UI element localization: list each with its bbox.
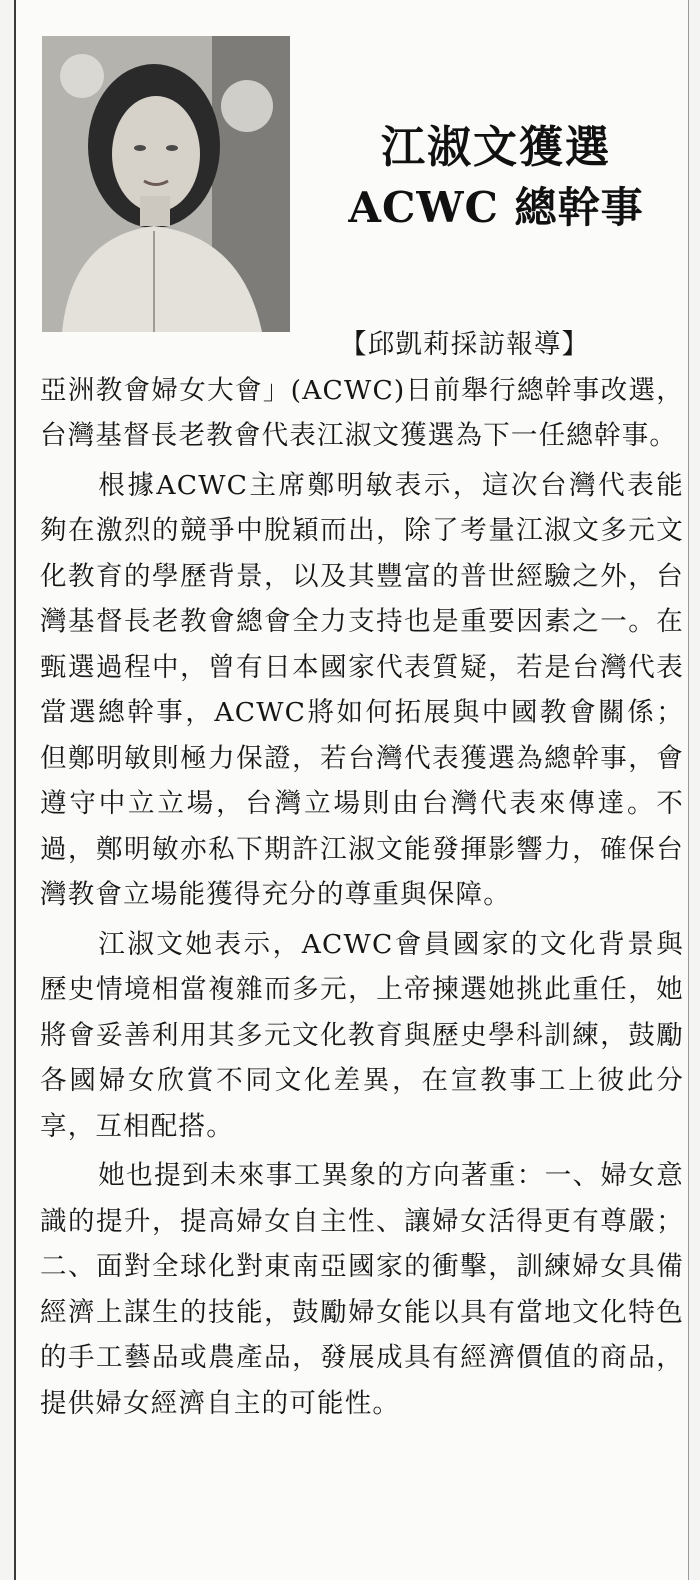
byline: 【邱凱莉採訪報導】 bbox=[340, 329, 590, 360]
headline-line-1: 江淑文獲選 bbox=[381, 122, 611, 173]
paragraph-1 bbox=[40, 322, 684, 459]
paragraph-4: 她也提到未來事工異象的方向著重：一、婦女意識的提升，提高婦女自主性、讓婦女活得更有尊嚴；二、面對全球化對東南亞國家的衝擊，訓練婦女具備經濟上謀生的技能，鼓勵婦女能以具有當地文化特色的手工藝品或農產品，發展成具有經濟價值的商品，提供婦女經濟自主的可能性。 bbox=[40, 1160, 684, 1419]
paragraph-3: 江淑文她表示，ACWC會員國家的文化背景與歷史情境相當複雜而多元，上帝揀選她挑此重任，她將會妥善利用其多元文化教育與歷史學科訓練，鼓勵各國婦女欣賞不同文化差異，在宣教事工上彼此分享，互相配搭。 bbox=[40, 928, 684, 1142]
portrait-image bbox=[42, 36, 290, 332]
headline-line-2: ACWC 總幹事 bbox=[348, 183, 644, 232]
newspaper-clipping bbox=[14, 0, 689, 1580]
portrait-photo bbox=[42, 36, 290, 332]
headline bbox=[316, 118, 676, 238]
article-body bbox=[40, 322, 684, 1430]
paragraph-1-text: 亞洲教會婦女大會」(ACWC)日前舉行總幹事改選，台灣基督長老教會代表江淑文獲選為下一任總幹事。 bbox=[40, 374, 684, 451]
paragraph-2: 根據ACWC主席鄭明敏表示，這次台灣代表能夠在激烈的競爭中脫穎而出，除了考量江淑文多元文化教育的學歷背景，以及其豐富的普世經驗之外，台灣基督長老教會總會全力支持也是重要因素之一。在甄選過程中，曾有日本國家代表質疑，若是台灣代表當選總幹事，ACWC將如何拓展與中國教會關係；但鄭明敏則極力保證，若台灣代表獲選為總幹事，會遵守中立立場，台灣立場則由台灣代表來傳達。不過，鄭明敏亦私下期許江淑文能發揮影響力，確保台灣教會立場能獲得充分的尊重與保障。 bbox=[40, 469, 684, 910]
